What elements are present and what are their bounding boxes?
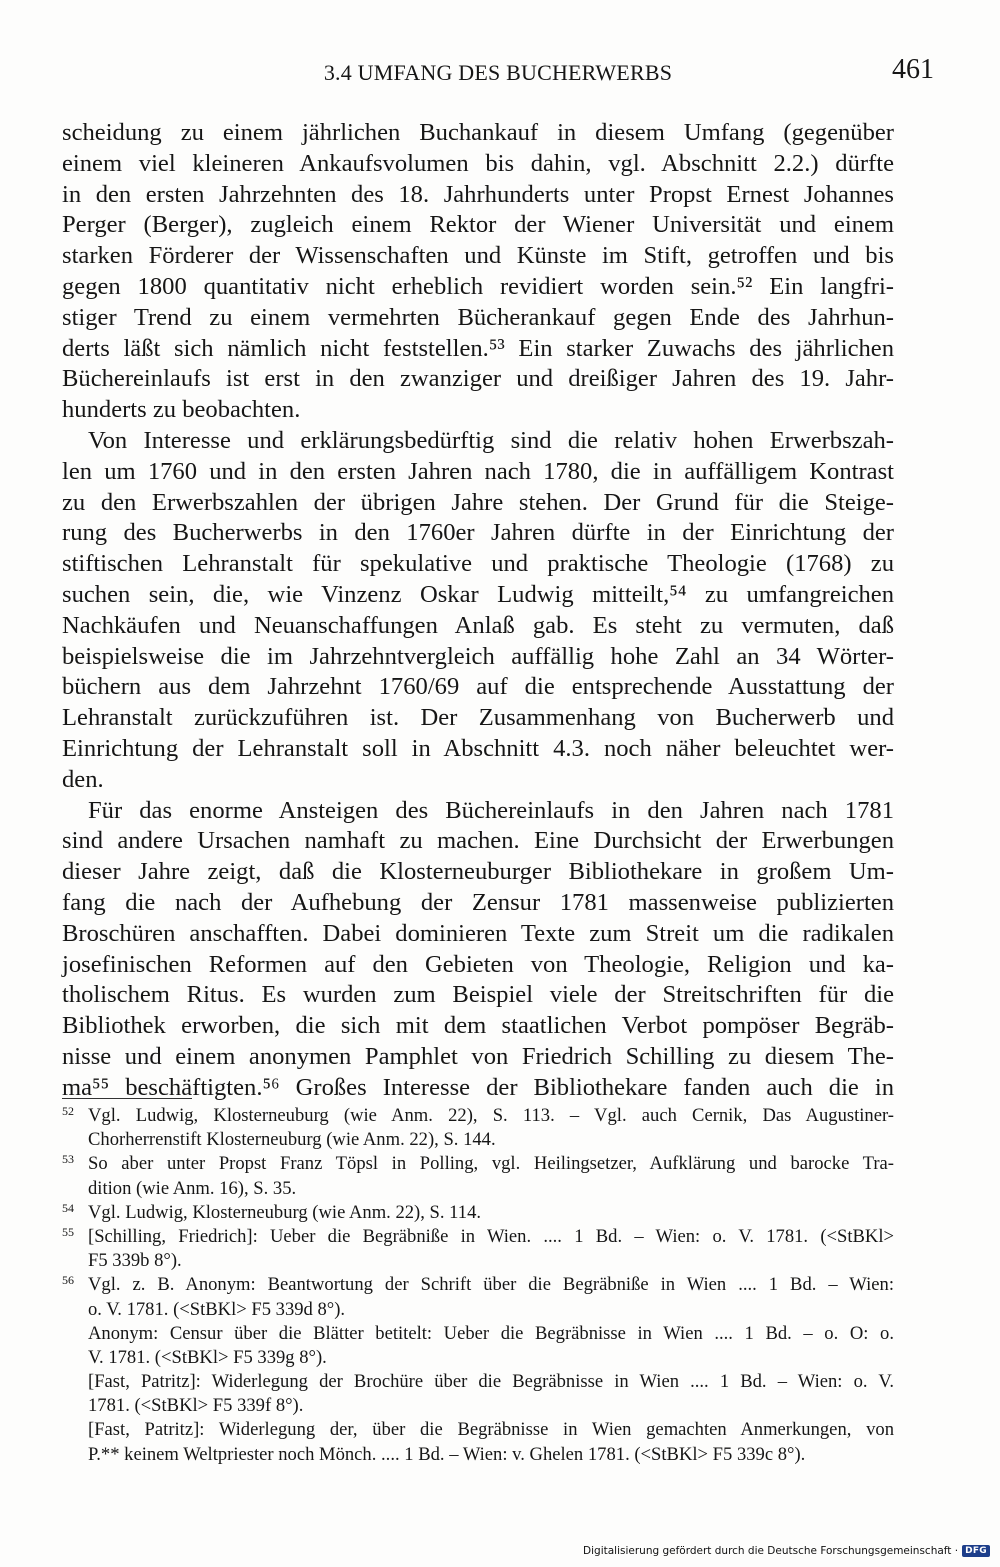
text-line: stiger Trend zu einem vermehrten Bücherankauf gegen Ende des Jahrhun-: [62, 303, 894, 331]
text-line: scheidung zu einem jährlichen Buchankauf in diesem Umfang (gegenüber: [62, 119, 894, 146]
footnote-line: So aber unter Propst Franz Töpsl in Polling, vgl. Heilingsetzer, Aufklärung und barocke Tra-: [88, 1153, 894, 1175]
text-line: Für das enorme Ansteigen des Büchereinlaufs in den Jahren nach 1781: [88, 796, 894, 824]
footnote-line: dition (wie Anm. 16), S. 35.: [88, 1177, 297, 1199]
text-line: zu den Erwerbszahlen der übrigen Jahre stehen. Der Grund für die Steige-: [62, 488, 894, 516]
footnote-number: 52: [62, 1104, 74, 1118]
footnote-line: [Fast, Patritz]: Widerlegung der, über die Begräbnisse in Wien gemachten Anmerkungen, von: [88, 1419, 894, 1441]
text-line: nisse und einem anonymen Pamphlet von Friedrich Schilling zu diesem The-: [62, 1042, 894, 1070]
footnote-52: [62, 1104, 894, 1152]
text-line: dieser Jahre zeigt, daß die Klosterneuburger Bibliothekare in großem Um-: [62, 858, 894, 886]
text-line: Von Interesse und erklärungsbedürftig sind die relativ hohen Erwerbszah-: [88, 426, 894, 454]
text-line: starken Förderer der Wissenschaften und Künste im Stift, getroffen und bis: [62, 242, 894, 270]
footnote-line: Vgl. Ludwig, Klosterneuburg (wie Anm. 22), S. 113. – Vgl. auch Cernik, Das Augustiner-: [88, 1105, 894, 1126]
footnote-line: Vgl. z. B. Anonym: Beantwortung der Schrift über die Begräbniße in Wien .... 1 Bd. – Wien:: [88, 1274, 894, 1296]
text-line: suchen sein, die, wie Vinzenz Oskar Ludwig mitteilt,⁵⁴ zu umfangreichen: [62, 580, 894, 608]
text-line: rung des Bucherwerbs in den 1760er Jahren dürfte in der Einrichtung der: [62, 519, 894, 547]
text-line: derts läßt sich nämlich nicht feststellen.⁵³ Ein starker Zuwachs des jährlichen: [62, 334, 894, 362]
text-line: in den ersten Jahrzehnten des 18. Jahrhunderts unter Propst Ernest Johannes: [62, 180, 894, 208]
text-line: den.: [62, 765, 104, 793]
footnote-number: 53: [62, 1152, 74, 1167]
section-title: 3.4 UMFANG DES BUCHERWERBS: [323, 60, 673, 85]
footnote-line: Chorherrenstift Klosterneuburg (wie Anm. 22), S. 144.: [88, 1129, 496, 1151]
text-line: stiftischen Lehranstalt für spekulative und praktische Theologie (1768) zu: [62, 550, 894, 578]
text-line: tholischem Ritus. Es wurden zum Beispiel viele der Streitschriften für die: [62, 981, 894, 1009]
body-text: [62, 118, 894, 1104]
footnotes: [62, 1104, 894, 1467]
footnote-line: 1781. (<StBKl> F5 339f 8°).: [88, 1395, 304, 1417]
footnote-54: [62, 1201, 894, 1225]
footnote-line: [Fast, Patritz]: Widerlegung der Brochüre über die Begräbnisse in Wien .... 1 Bd. – Wien: o. V.: [88, 1371, 894, 1393]
footnote-56: [62, 1273, 894, 1467]
credit-text: Digitalisierung gefördert durch die Deutsche Forschungsgemeinschaft ·: [583, 1545, 959, 1557]
text-line: hunderts zu beobachten.: [62, 396, 301, 424]
text-line: Perger (Berger), zugleich einem Rektor der Wiener Universität und einem: [62, 211, 894, 239]
text-line: einem viel kleineren Ankaufsvolumen bis dahin, vgl. Abschnitt 2.2.) dürfte: [62, 149, 894, 177]
running-head: [62, 52, 934, 92]
footnote-line: o. V. 1781. (<StBKl> F5 339d 8°).: [88, 1298, 346, 1320]
text-line: Bibliothek erworben, die sich mit dem staatlichen Verbot pompöser Begräb-: [62, 1012, 894, 1040]
footnote-53: [62, 1152, 894, 1200]
footnote-line: [Schilling, Friedrich]: Ueber die Begräbniße in Wien. .... 1 Bd. – Wien: o. V. 1781. (<StBKl>: [88, 1225, 894, 1247]
text-line: büchern aus dem Jahrzehnt 1760/69 auf die entsprechende Ausstattung der: [62, 673, 894, 701]
page-number: 461: [892, 54, 934, 85]
footnote-line: Anonym: Censur über die Blätter betitelt: Ueber die Begräbnisse in Wien .... 1 Bd. – o. O: o.: [88, 1322, 894, 1344]
footnote-number: 54: [62, 1200, 74, 1215]
footnote-55: [62, 1225, 894, 1273]
footnote-number: 56: [62, 1273, 74, 1288]
text-line: fang die nach der Aufhebung der Zensur 1781 massenweise publizierten: [62, 888, 894, 916]
footnote-number: 55: [62, 1224, 74, 1239]
footnote-line: F5 339b 8°).: [88, 1250, 182, 1272]
digitization-credit: [583, 1545, 990, 1557]
footnote-line: Vgl. Ludwig, Klosterneuburg (wie Anm. 22), S. 114.: [88, 1201, 482, 1223]
text-line: sind andere Ursachen namhaft zu machen. Eine Durchsicht der Erwerbungen: [62, 827, 894, 855]
text-line: Nachkäufen und Neuanschaffungen Anlaß gab. Es steht zu vermuten, daß: [62, 611, 894, 639]
text-line: Lehranstalt zurückzuführen ist. Der Zusammenhang von Bucherwerb und: [62, 704, 894, 732]
footnote-separator: [62, 1098, 192, 1099]
text-line: ma⁵⁵ beschäftigten.⁵⁶ Großes Interesse der Bibliothekare fanden auch die in: [62, 1073, 894, 1101]
text-line: gegen 1800 quantitativ nicht erheblich revidiert worden sein.⁵² Ein langfri-: [62, 272, 894, 300]
text-line: Einrichtung der Lehranstalt soll in Abschnitt 4.3. noch näher beleuchtet wer-: [62, 734, 894, 762]
footnote-line: V. 1781. (<StBKl> F5 339g 8°).: [88, 1346, 327, 1368]
text-line: josefinischen Reformen auf den Gebieten von Theologie, Religion und ka-: [62, 950, 894, 978]
text-line: len um 1760 und in den ersten Jahren nach 1780, die in auffälligem Kontrast: [62, 457, 894, 485]
text-line: Broschüren anschafften. Dabei dominieren Texte zum Streit um die radikalen: [62, 919, 894, 947]
text-line: Büchereinlaufs ist erst in den zwanziger und dreißiger Jahren des 19. Jahr-: [62, 365, 894, 393]
dfg-logo: DFG: [962, 1545, 990, 1557]
text-line: beispielsweise die im Jahrzehntvergleich auffällig hohe Zahl an 34 Wörter-: [62, 642, 894, 670]
footnote-line: P.** keinem Weltpriester noch Mönch. .... 1 Bd. – Wien: v. Ghelen 1781. (<StBKl> F5 339c 8°).: [88, 1443, 806, 1465]
